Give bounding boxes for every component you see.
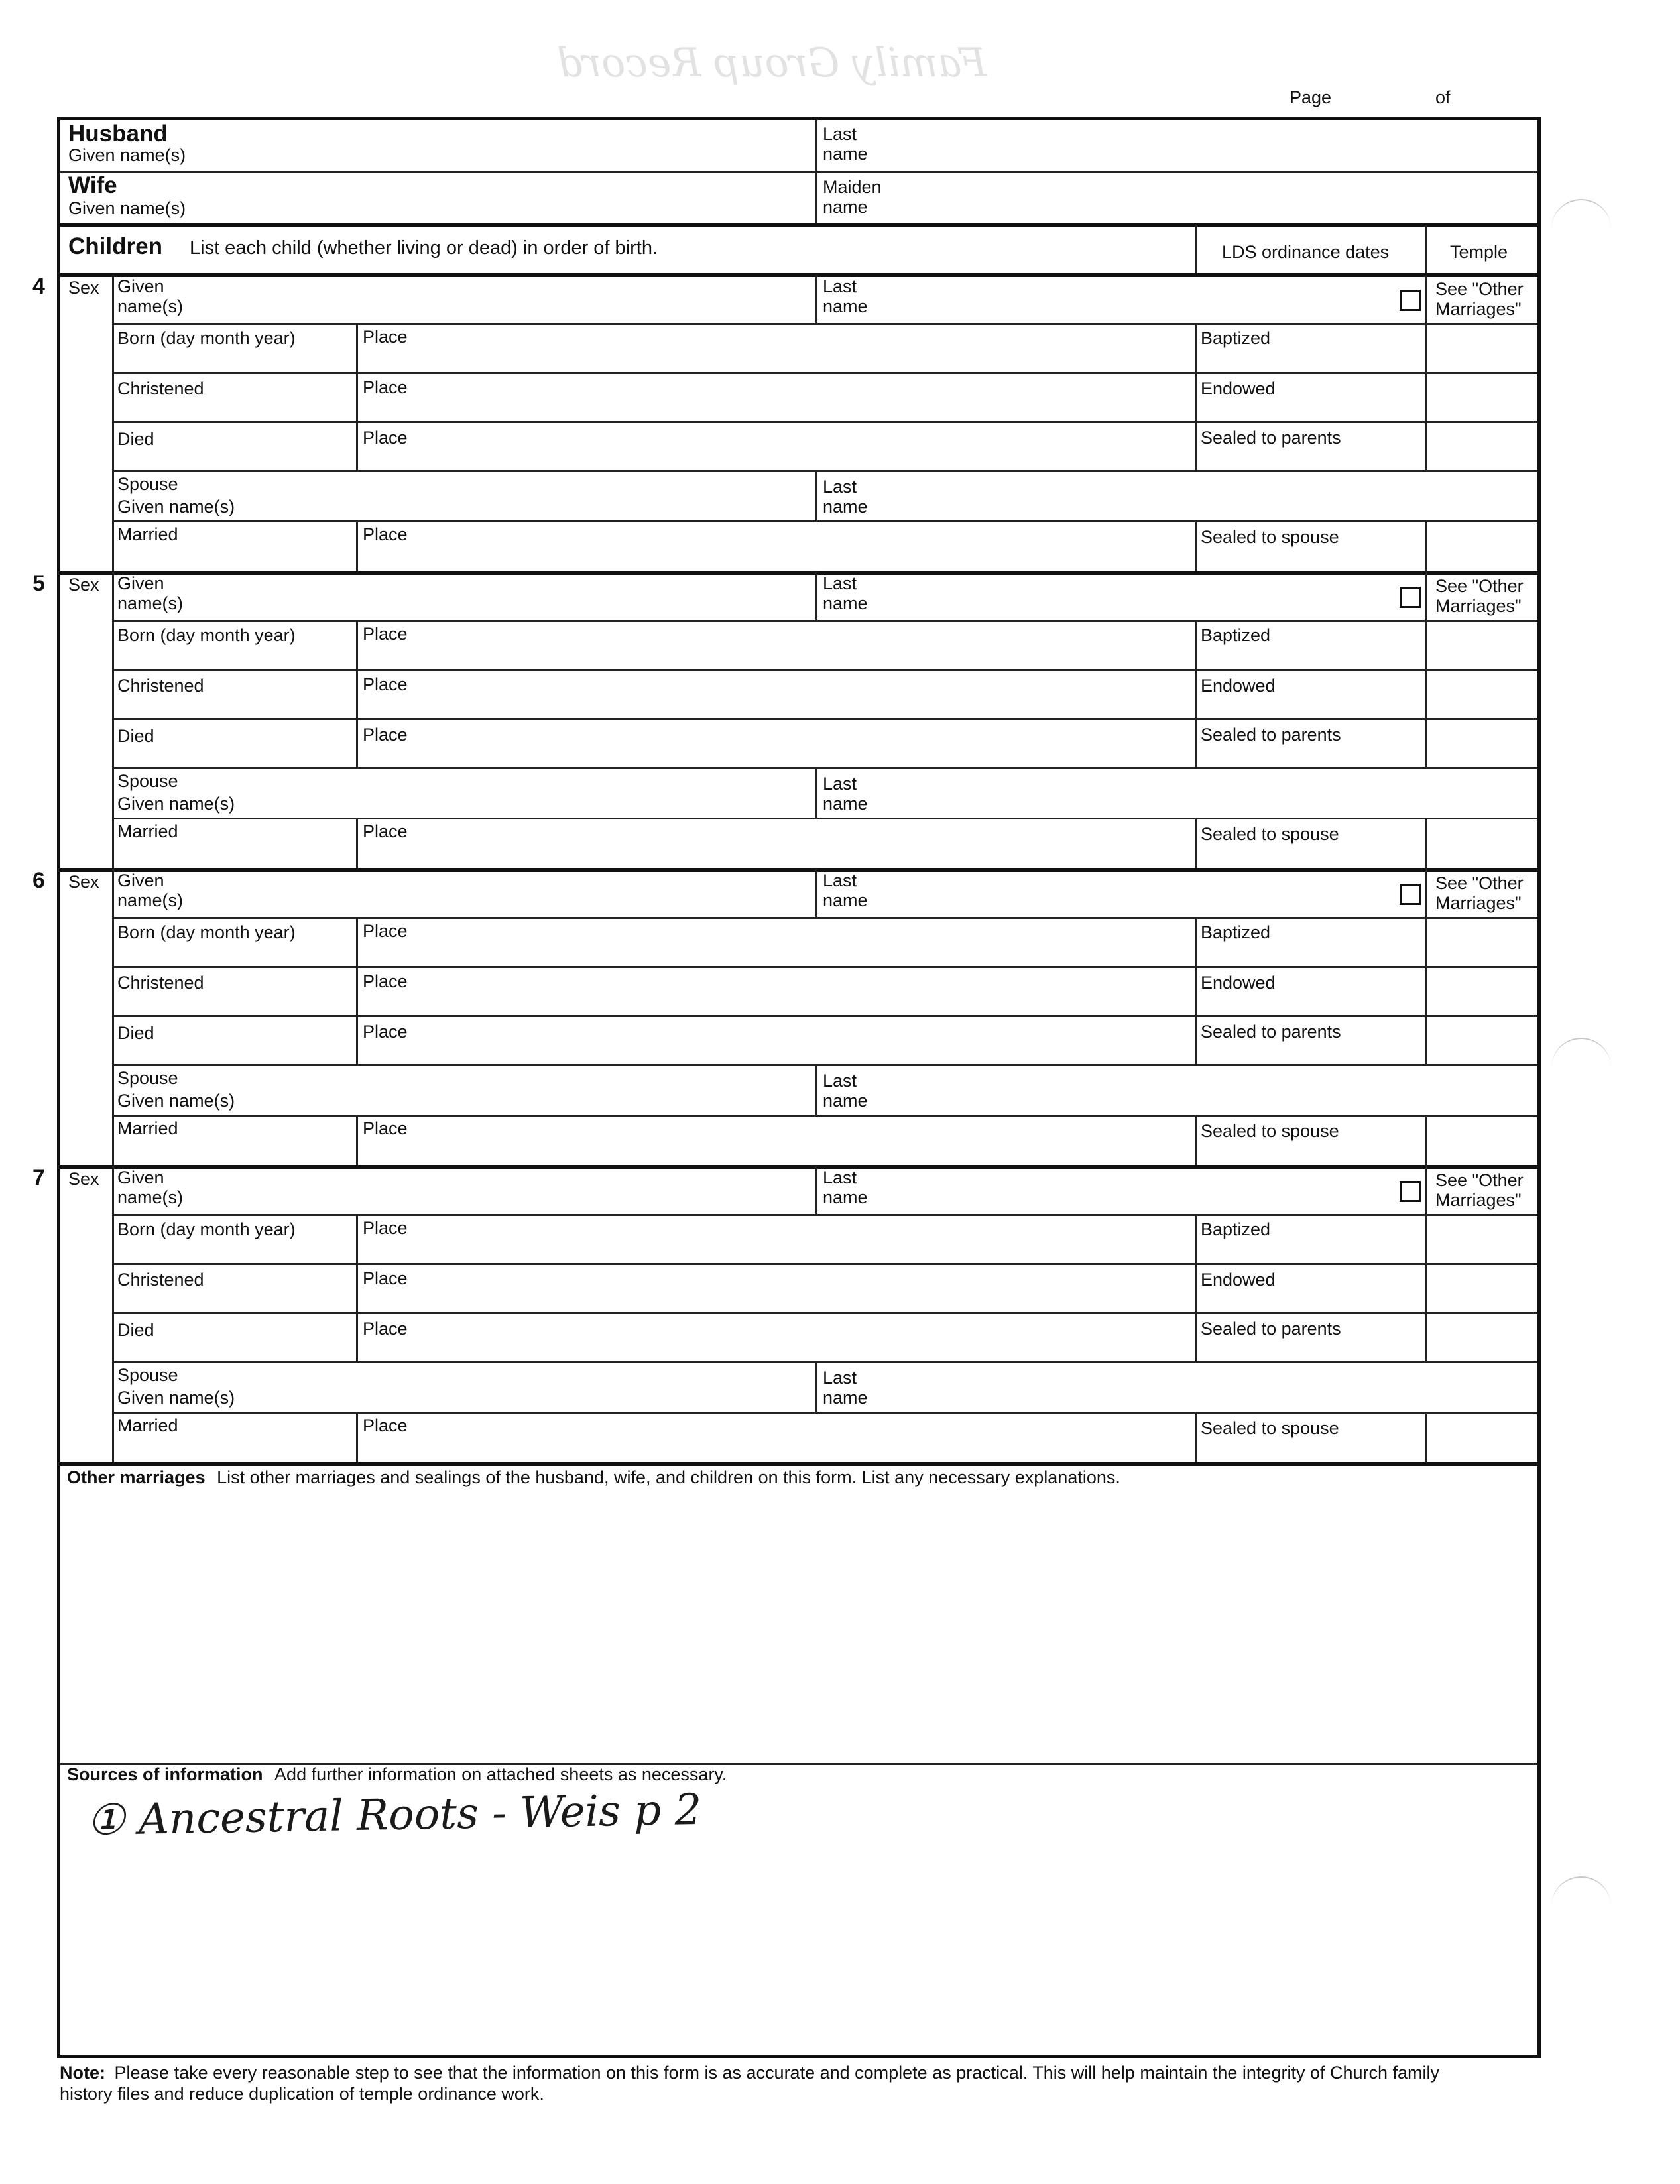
child-block — [32, 274, 1537, 572]
husband-heading: Husband — [68, 121, 168, 147]
child-spouse-last-divider — [815, 1064, 817, 1115]
child-given-label-1: Given — [117, 1168, 164, 1187]
of-label: of — [1435, 88, 1451, 107]
child-given-last-divider — [815, 1166, 817, 1214]
see-other-marriages-label-1: See "Other — [1435, 1170, 1524, 1190]
child-lds-divider — [1195, 1115, 1197, 1165]
child-born-label: Born (day month year) — [117, 625, 296, 645]
child-temple-divider — [1425, 917, 1427, 966]
child-died-place-label: Place — [363, 1319, 408, 1339]
child-row-line — [112, 520, 1537, 522]
sources-instruction-line — [67, 1764, 727, 1784]
child-sealed-parents-label: Sealed to parents — [1201, 725, 1341, 745]
child-born-place-label: Place — [363, 1218, 408, 1238]
child-sealed-spouse-label: Sealed to spouse — [1201, 1418, 1339, 1438]
ghost-title: Family Group Record — [557, 40, 987, 86]
child-number: 5 — [32, 571, 45, 596]
child-given-label-2: name(s) — [117, 890, 184, 910]
see-other-marriages-label-2: Marriages" — [1435, 1190, 1522, 1210]
child-christened-place-label: Place — [363, 1268, 408, 1288]
child-baptized-label: Baptized — [1201, 1219, 1271, 1239]
child-temple-divider — [1425, 818, 1427, 868]
child-row-line — [112, 718, 1537, 720]
wife-divider — [815, 171, 817, 224]
child-row-line — [112, 372, 1537, 374]
child-last-label-1: Last — [823, 276, 857, 296]
other-marriages-instruction: List other marriages and sealings of the husband, wife, and children on this form. List any necessary explanations. — [217, 1467, 1120, 1487]
husband-last-label-2: name — [823, 144, 868, 164]
wife-heading: Wife — [68, 172, 117, 198]
child-row-line — [112, 818, 1537, 819]
child-last-label-1: Last — [823, 574, 857, 593]
child-last-label-2: name — [823, 593, 868, 613]
child-block — [32, 571, 1537, 869]
child-spouse-last-divider — [815, 470, 817, 520]
child-row-line — [112, 323, 1537, 325]
child-temple-divider — [1425, 323, 1427, 372]
child-given-last-divider — [815, 572, 817, 620]
child-baptized-label: Baptized — [1201, 328, 1271, 348]
children-header-divider-1 — [1195, 225, 1197, 274]
child-christened-place-label: Place — [363, 971, 408, 991]
child-married-place-label: Place — [363, 524, 408, 544]
husband-given-label: Given name(s) — [68, 145, 186, 165]
child-christened-label: Christened — [117, 379, 204, 398]
child-spouse-last-label-2: name — [823, 497, 868, 516]
child-row-line — [112, 1214, 1537, 1216]
child-label-divider — [356, 372, 358, 421]
family-group-form — [32, 117, 1541, 2058]
child-block-bottom-line — [60, 1462, 1537, 1466]
child-lds-divider — [1195, 323, 1197, 372]
child-temple-divider — [1425, 1263, 1427, 1312]
child-sex-label: Sex — [68, 872, 99, 892]
child-lds-divider — [1195, 718, 1197, 767]
child-lds-divider — [1195, 1015, 1197, 1064]
child-endowed-label: Endowed — [1201, 973, 1276, 993]
child-spouse-label-2: Given name(s) — [117, 497, 235, 516]
child-sealed-parents-label: Sealed to parents — [1201, 428, 1341, 448]
child-spouse-label-2: Given name(s) — [117, 1388, 235, 1408]
sources-heading: Sources of information — [67, 1764, 263, 1784]
child-spouse-last-label-1: Last — [823, 1071, 857, 1091]
child-spouse-last-divider — [815, 767, 817, 818]
child-temple-divider — [1425, 1015, 1427, 1064]
child-temple-divider — [1425, 372, 1427, 421]
child-given-label-1: Given — [117, 276, 164, 296]
child-row-line — [112, 1312, 1537, 1314]
sources-instruction: Add further information on attached sheets as necessary. — [274, 1764, 727, 1784]
child-died-place-label: Place — [363, 725, 408, 745]
child-married-label: Married — [117, 1119, 178, 1138]
child-endowed-label: Endowed — [1201, 1270, 1276, 1290]
child-married-label: Married — [117, 821, 178, 841]
note-text-1: Please take every reasonable step to see that the information on this form is as accurate and complete as practical. This will help maintain the integrity of Church family — [114, 2063, 1440, 2083]
children-header-divider-2 — [1425, 225, 1427, 274]
see-other-marriages-label-1: See "Other — [1435, 279, 1524, 299]
child-spouse-last-label-2: name — [823, 1091, 868, 1111]
child-sex-divider — [112, 1166, 114, 1462]
child-sealed-parents-label: Sealed to parents — [1201, 1022, 1341, 1042]
hole-punch-top — [1551, 199, 1611, 240]
child-label-divider — [356, 1412, 358, 1462]
child-given-label-1: Given — [117, 871, 164, 890]
husband-last-label-1: Last — [823, 124, 857, 144]
child-sex-label: Sex — [68, 278, 99, 298]
other-marriages-heading: Other marriages — [67, 1467, 206, 1487]
child-sealed-spouse-label: Sealed to spouse — [1201, 824, 1339, 844]
child-spouse-last-label-2: name — [823, 1388, 868, 1408]
child-temple-divider — [1425, 572, 1427, 620]
wife-given-label: Given name(s) — [68, 198, 186, 218]
child-sex-label: Sex — [68, 1169, 99, 1189]
child-sealed-spouse-label: Sealed to spouse — [1201, 527, 1339, 547]
child-number: 6 — [32, 868, 45, 893]
child-temple-divider — [1425, 520, 1427, 571]
child-last-label-2: name — [823, 296, 868, 316]
child-lds-divider — [1195, 1312, 1197, 1361]
child-label-divider — [356, 620, 358, 669]
child-last-label-1: Last — [823, 1168, 857, 1187]
child-temple-divider — [1425, 869, 1427, 917]
child-given-last-divider — [815, 869, 817, 917]
child-row-line — [112, 669, 1537, 671]
child-row-line — [112, 1263, 1537, 1265]
child-label-divider — [356, 520, 358, 571]
child-died-label: Died — [117, 1320, 154, 1340]
child-temple-divider — [1425, 1115, 1427, 1165]
child-married-place-label: Place — [363, 821, 408, 841]
hole-punch-bottom — [1551, 1876, 1611, 1917]
child-sex-label: Sex — [68, 575, 99, 595]
child-endowed-label: Endowed — [1201, 379, 1276, 398]
child-christened-label: Christened — [117, 1270, 204, 1290]
child-sealed-spouse-label: Sealed to spouse — [1201, 1121, 1339, 1141]
child-temple-divider — [1425, 966, 1427, 1015]
see-other-marriages-label-2: Marriages" — [1435, 299, 1522, 319]
child-lds-divider — [1195, 917, 1197, 966]
child-label-divider — [356, 1115, 358, 1165]
temple-label: Temple — [1450, 242, 1508, 262]
child-row-line — [112, 1412, 1537, 1414]
child-temple-divider — [1425, 1166, 1427, 1214]
child-spouse-last-label-1: Last — [823, 1368, 857, 1388]
see-other-marriages-label-2: Marriages" — [1435, 596, 1522, 616]
child-lds-divider — [1195, 966, 1197, 1015]
child-row-line — [112, 1115, 1537, 1117]
child-spouse-label-2: Given name(s) — [117, 1091, 235, 1111]
child-lds-divider — [1195, 620, 1197, 669]
child-temple-divider — [1425, 620, 1427, 669]
child-temple-divider — [1425, 1412, 1427, 1462]
child-row-line — [112, 1361, 1537, 1363]
child-row-line — [112, 917, 1537, 919]
note-line-2: history files and reduce duplication of temple ordinance work. — [60, 2084, 544, 2104]
child-temple-divider — [1425, 421, 1427, 470]
see-other-marriages-label-2: Marriages" — [1435, 893, 1522, 913]
child-lds-divider — [1195, 372, 1197, 421]
child-given-label-1: Given — [117, 574, 164, 593]
wife-maiden-label-1: Maiden — [823, 177, 882, 197]
child-spouse-last-label-1: Last — [823, 477, 857, 497]
child-label-divider — [356, 1312, 358, 1361]
child-born-place-label: Place — [363, 624, 408, 644]
child-last-label-2: name — [823, 890, 868, 910]
children-instruction: List each child (whether living or dead) in order of birth. — [190, 237, 658, 259]
child-given-label-2: name(s) — [117, 296, 184, 316]
child-born-label: Born (day month year) — [117, 1219, 296, 1239]
child-label-divider — [356, 718, 358, 767]
child-christened-place-label: Place — [363, 377, 408, 397]
child-baptized-label: Baptized — [1201, 625, 1271, 645]
child-endowed-label: Endowed — [1201, 676, 1276, 696]
child-died-label: Died — [117, 1023, 154, 1043]
children-heading: Children — [68, 233, 162, 259]
child-lds-divider — [1195, 1263, 1197, 1312]
child-label-divider — [356, 1214, 358, 1263]
child-sex-divider — [112, 275, 114, 571]
child-temple-divider — [1425, 669, 1427, 718]
child-temple-divider — [1425, 1312, 1427, 1361]
child-row-line — [112, 1015, 1537, 1017]
child-temple-divider — [1425, 1214, 1427, 1263]
child-lds-divider — [1195, 421, 1197, 470]
child-baptized-label: Baptized — [1201, 922, 1271, 942]
child-spouse-label-1: Spouse — [117, 1068, 178, 1088]
sources-handwritten-entry: ① Ancestral Roots - Weis p 2 — [86, 1785, 702, 1846]
child-row-line — [112, 1064, 1537, 1066]
child-label-divider — [356, 818, 358, 868]
child-number: 7 — [32, 1165, 45, 1190]
child-label-divider — [356, 669, 358, 718]
child-last-label-2: name — [823, 1187, 868, 1207]
child-label-divider — [356, 421, 358, 470]
child-married-label: Married — [117, 1416, 178, 1435]
child-lds-divider — [1195, 1214, 1197, 1263]
child-temple-divider — [1425, 718, 1427, 767]
see-other-marriages-checkbox[interactable] — [1400, 884, 1421, 905]
child-spouse-label-1: Spouse — [117, 474, 178, 494]
child-sealed-parents-label: Sealed to parents — [1201, 1319, 1341, 1339]
lds-ordinance-dates-label: LDS ordinance dates — [1222, 242, 1390, 262]
wife-bottom-line — [60, 223, 1537, 227]
child-lds-divider — [1195, 520, 1197, 571]
page-label: Page — [1290, 88, 1332, 107]
child-row-line — [112, 767, 1537, 769]
child-row-line — [112, 421, 1537, 423]
child-label-divider — [356, 966, 358, 1015]
child-given-label-2: name(s) — [117, 593, 184, 613]
sources-area[interactable] — [60, 1790, 1537, 2055]
child-spouse-last-divider — [815, 1361, 817, 1412]
child-born-label: Born (day month year) — [117, 922, 296, 942]
child-sex-divider — [112, 869, 114, 1165]
child-spouse-label-2: Given name(s) — [117, 794, 235, 814]
child-lds-divider — [1195, 1412, 1197, 1462]
child-lds-divider — [1195, 669, 1197, 718]
child-married-place-label: Place — [363, 1416, 408, 1435]
child-row-line — [112, 620, 1537, 622]
note-label: Note: — [60, 2063, 105, 2083]
child-died-label: Died — [117, 726, 154, 746]
child-died-place-label: Place — [363, 428, 408, 448]
see-other-marriages-label-1: See "Other — [1435, 873, 1524, 893]
child-christened-label: Christened — [117, 676, 204, 696]
hole-punch-middle — [1551, 1038, 1611, 1079]
wife-maiden-label-2: name — [823, 197, 868, 217]
child-married-label: Married — [117, 524, 178, 544]
child-block — [32, 868, 1537, 1166]
child-born-place-label: Place — [363, 327, 408, 347]
child-label-divider — [356, 323, 358, 372]
see-other-marriages-checkbox[interactable] — [1400, 587, 1421, 608]
child-married-place-label: Place — [363, 1119, 408, 1138]
child-sex-divider — [112, 572, 114, 868]
child-spouse-label-1: Spouse — [117, 1365, 178, 1385]
see-other-marriages-checkbox[interactable] — [1400, 290, 1421, 311]
child-number: 4 — [32, 274, 45, 299]
child-row-line — [112, 966, 1537, 968]
child-block — [32, 1165, 1537, 1463]
child-spouse-last-label-2: name — [823, 794, 868, 814]
child-given-last-divider — [815, 275, 817, 323]
child-last-label-1: Last — [823, 871, 857, 890]
child-born-label: Born (day month year) — [117, 328, 296, 348]
child-temple-divider — [1425, 275, 1427, 323]
child-label-divider — [356, 1263, 358, 1312]
child-row-line — [112, 470, 1537, 472]
child-christened-place-label: Place — [363, 674, 408, 694]
note-line-1 — [60, 2062, 1439, 2083]
child-spouse-label-1: Spouse — [117, 771, 178, 791]
husband-bottom-line — [60, 171, 1537, 173]
child-lds-divider — [1195, 818, 1197, 868]
child-label-divider — [356, 917, 358, 966]
child-spouse-last-label-1: Last — [823, 774, 857, 794]
child-label-divider — [356, 1015, 358, 1064]
child-given-label-2: name(s) — [117, 1187, 184, 1207]
child-born-place-label: Place — [363, 921, 408, 941]
child-christened-label: Christened — [117, 973, 204, 993]
husband-divider — [815, 120, 817, 171]
see-other-marriages-checkbox[interactable] — [1400, 1181, 1421, 1202]
other-marriages-area[interactable] — [60, 1491, 1537, 1763]
child-died-label: Died — [117, 429, 154, 449]
other-marriages-instruction-line — [67, 1467, 1120, 1487]
child-died-place-label: Place — [363, 1022, 408, 1042]
see-other-marriages-label-1: See "Other — [1435, 576, 1524, 596]
